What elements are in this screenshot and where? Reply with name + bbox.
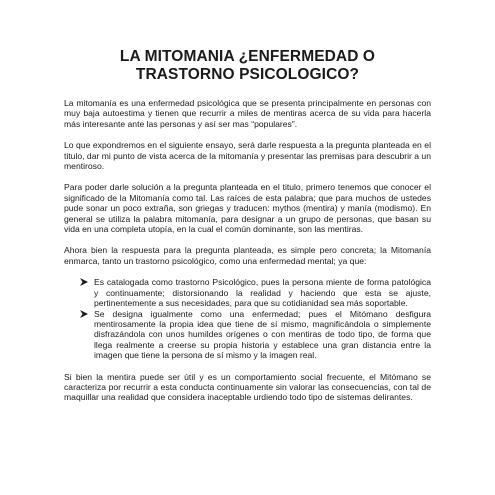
title-line-2: TRASTORNO PSICOLOGICO? bbox=[135, 66, 360, 83]
bullet-text: Se designa igualmente como una enfermedad; pues el Mitómano desfigura mentirosamente la propia idea que tiene de sí mismo, magnificándola o simplemente disfrazándola con unos humildes orígenes o con mentiras de todo tipo, de forma que llega realmente a creerse su propia historia y establece una gran distancia entre la imagen que tiene la persona de sí mismo y la imagen real. bbox=[94, 308, 431, 361]
list-item bbox=[80, 309, 431, 361]
arrowhead-bullet-icon bbox=[80, 278, 88, 286]
arrowhead-bullet-icon bbox=[80, 310, 88, 318]
bullet-text: Es catalogada como trastorno Psicológico, pues la persona miente de forma patológica y continuamente; distorsionando la realidad y haciendo que esta se ajuste, pertinentemente a sus necesidades, para que su cotidianidad sea más soportable. bbox=[94, 277, 431, 309]
paragraph-answer: Ahora bien la respuesta para la pregunta planteada, es simple pero concreta; la Mitomanía enmarca, tanto un trastorno psicológico, como una enfermedad mental; ya que: bbox=[64, 245, 431, 266]
paragraph-definition: Para poder darle solución a la pregunta planteada en el titulo, primero tenemos que conocer el significado de la Mitomanía como tal. Las raíces de esta palabra; que para muchos de ustedes pude sonar un poco extraña, son griegas y traducen: mythos (mentira) y manía (modismo). En general se utiliza la palabra mitomanía, para designar a un grupo de personas, que basan su vida en una completa utopía, en la cual el común dominante, son las mentiras. bbox=[64, 182, 431, 235]
title-line-1: LA MITOMANIA ¿ENFERMEDAD O bbox=[119, 48, 376, 65]
paragraph-intro: La mitomanía es una enfermedad psicológica que se presenta principalmente en personas con muy baja autoestima y tienen que recurrir a miles de mentiras acerca de su vida para hacerla más interesante ante las personas y así ser mas “populares”. bbox=[64, 98, 431, 129]
list-item bbox=[80, 277, 431, 308]
bullet-list bbox=[64, 277, 431, 360]
document-title bbox=[64, 48, 431, 84]
paragraph-purpose: Lo que expondremos en el siguiente ensayo, será darle respuesta a la pregunta planteada en el titulo, dar mi punto de vista acerca de la mitomanía y presentar las premisas para descubrir a un mentiroso. bbox=[64, 140, 431, 172]
paragraph-closing: Si bien la mentira puede ser útil y es un comportamiento social frecuente, el Mitómano se caracteriza por recurrir a esta conducta continuamente sin valorar las consecuencias, con tal de maquillar una realidad que considera inaceptable urdiendo todo tipo de sistemas delirantes. bbox=[64, 371, 431, 403]
